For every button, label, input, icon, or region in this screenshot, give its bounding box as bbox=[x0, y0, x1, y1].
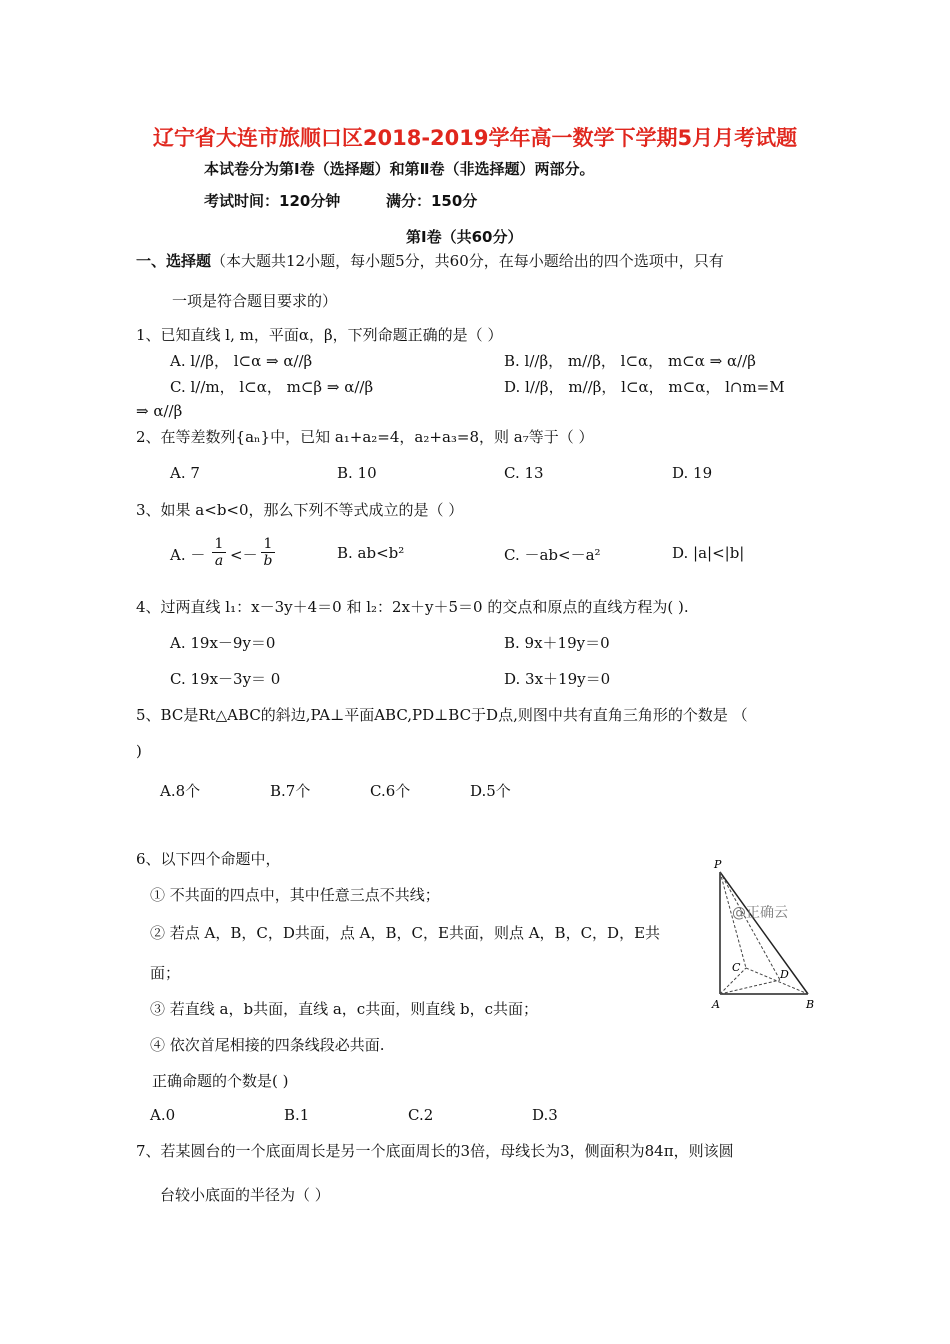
question-3-fraction-2 bbox=[261, 536, 275, 569]
edge-pd bbox=[720, 872, 780, 980]
question-6-statement-1: ① 不共面的四点中，其中任意三点不共线； bbox=[150, 886, 440, 904]
question-5-stem-close: ) bbox=[136, 742, 142, 760]
question-4-option-d: D. 3x＋19y＝0 bbox=[504, 670, 611, 688]
question-3-stem: 3、如果 a<b<0，那么下列不等式成立的是（ ） bbox=[136, 501, 464, 519]
question-6-statement-3: ③ 若直线 a，b共面，直线 a，c共面，则直线 b，c共面； bbox=[150, 1000, 538, 1018]
question-4-option-a: A. 19x－9y＝0 bbox=[170, 634, 276, 652]
fraction-denominator: a bbox=[212, 552, 226, 569]
question-2-option-d: D. 19 bbox=[672, 464, 713, 482]
question-6-statement-2-cont: 面； bbox=[150, 964, 181, 982]
document-title: 辽宁省大连市旅顺口区2018-2019学年高一数学下学期5月月考试题 bbox=[152, 126, 798, 150]
question-6-option-c: C.2 bbox=[408, 1106, 434, 1124]
edge-ad bbox=[720, 980, 780, 994]
section-heading: 一、选择题 bbox=[136, 252, 212, 270]
question-2-option-b: B. 10 bbox=[337, 464, 377, 482]
question-6-stem: 6、以下四个命题中， bbox=[136, 850, 281, 868]
question-6-statement-4: ④ 依次首尾相接的四条线段必共面. bbox=[150, 1036, 385, 1054]
question-1-option-a: A. l//β， l⊂α ⇒ α//β bbox=[170, 352, 313, 370]
question-1-option-d: D. l//β， m//β， l⊂α， m⊂α， l∩m=M bbox=[504, 378, 785, 396]
label-c: C bbox=[732, 961, 741, 974]
section-one bbox=[136, 250, 724, 271]
question-4-stem: 4、过两直线 l₁：x－3y＋4＝0 和 l₂：2x＋y＋5＝0 的交点和原点的直线方程为( ). bbox=[136, 598, 689, 616]
question-7-stem: 7、若某圆台的一个底面周长是另一个底面周长的3倍，母线长为3，侧面积为84π，则该圆 bbox=[136, 1142, 734, 1160]
question-7-stem-cont: 台较小底面的半径为（ ） bbox=[160, 1186, 330, 1204]
question-3-option-a-prefix: A. － bbox=[170, 546, 206, 564]
question-2-option-c: C. 13 bbox=[504, 464, 544, 482]
section-description-cont: 一项是符合题目要求的） bbox=[172, 292, 338, 310]
edge-pb bbox=[720, 872, 808, 994]
fraction-numerator: 1 bbox=[214, 536, 224, 552]
question-5-option-a: A.8个 bbox=[160, 782, 201, 800]
label-a: A bbox=[712, 998, 720, 1011]
question-6-option-d: D.3 bbox=[532, 1106, 558, 1124]
fraction-numerator: 1 bbox=[263, 536, 273, 552]
tetrahedron-figure bbox=[700, 850, 830, 1020]
label-b: B bbox=[806, 998, 815, 1011]
full-score: 满分：150分 bbox=[386, 192, 478, 210]
label-d: D bbox=[780, 968, 789, 981]
intro-line: 本试卷分为第Ⅰ卷（选择题）和第Ⅱ卷（非选择题）两部分。 bbox=[204, 160, 595, 178]
question-5-option-c: C.6个 bbox=[370, 782, 411, 800]
question-6-option-b: B.1 bbox=[284, 1106, 310, 1124]
fraction-denominator: b bbox=[261, 552, 275, 569]
question-2-option-a: A. 7 bbox=[170, 464, 200, 482]
question-2-stem: 2、在等差数列{aₙ}中，已知 a₁+a₂=4，a₂+a₃=8，则 a₇等于（ ） bbox=[136, 428, 594, 446]
watermark: @正确云 bbox=[732, 905, 788, 921]
label-p: P bbox=[714, 858, 722, 871]
part-one-heading: 第Ⅰ卷（共60分） bbox=[406, 228, 523, 246]
question-1-option-b: B. l//β， m//β， l⊂α， m⊂α ⇒ α//β bbox=[504, 352, 756, 370]
question-6-option-a: A.0 bbox=[150, 1106, 176, 1124]
question-5-option-d: D.5个 bbox=[470, 782, 511, 800]
question-1-option-c: C. l//m， l⊂α， m⊂β ⇒ α//β bbox=[170, 378, 374, 396]
question-6-ask: 正确命题的个数是( ) bbox=[152, 1072, 289, 1090]
question-3-fraction-1 bbox=[212, 536, 226, 569]
question-1-option-d-cont: ⇒ α//β bbox=[136, 402, 183, 420]
question-5-option-b: B.7个 bbox=[270, 782, 311, 800]
section-description: （本大题共12小题，每小题5分，共60分，在每小题给出的四个选项中，只有 bbox=[211, 252, 724, 270]
question-5-stem: 5、BC是Rt△ABC的斜边,PA⊥平面ABC,PD⊥BC于D点,则图中共有直角三角形的个数是 （ bbox=[136, 706, 748, 724]
question-4-option-c: C. 19x－3y＝ 0 bbox=[170, 670, 281, 688]
question-1-stem: 1、已知直线 l, m，平面α，β，下列命题正确的是（ ） bbox=[136, 326, 503, 344]
question-3-option-c: C. －ab<－a² bbox=[504, 546, 601, 564]
question-3-option-d: D. |a|<|b| bbox=[672, 544, 745, 562]
question-4-option-b: B. 9x＋19y＝0 bbox=[504, 634, 610, 652]
question-6-statement-2: ② 若点 A，B，C，D共面，点 A，B，C，E共面，则点 A，B，C，D，E共 bbox=[150, 924, 661, 942]
exam-time: 考试时间：120分钟 bbox=[204, 192, 341, 210]
question-3-option-a-mid: <－ bbox=[230, 546, 258, 564]
question-3-option-b: B. ab<b² bbox=[337, 544, 405, 562]
